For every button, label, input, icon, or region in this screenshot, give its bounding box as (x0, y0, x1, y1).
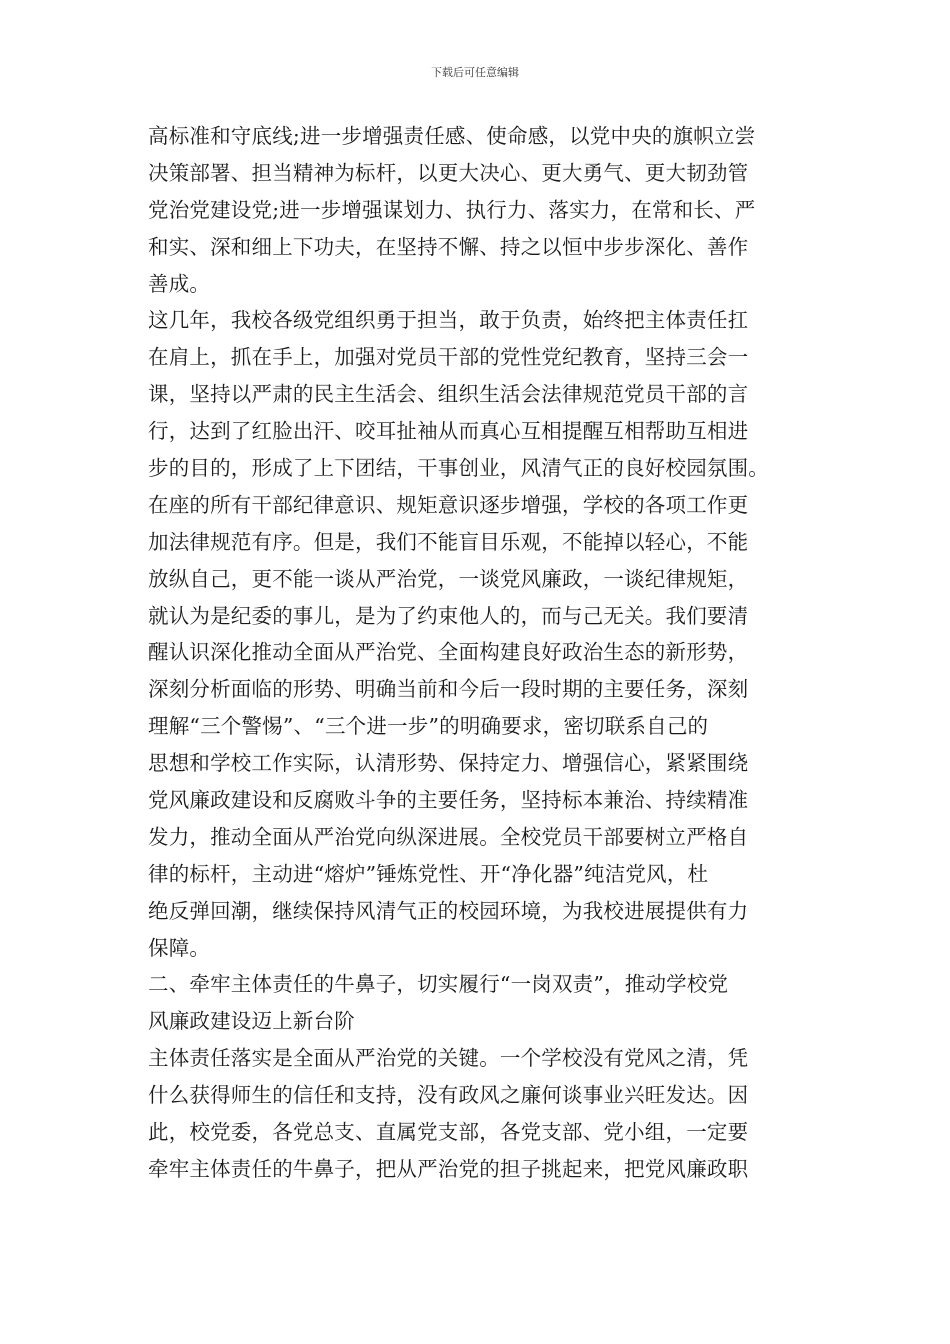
text-line: 思想和学校工作实际，认清形势、保持定力、增强信心，紧紧围绕 (148, 751, 749, 776)
text-line: 什么获得师生的信任和支持，没有政风之廉何谈事业兴旺发达。因 (148, 1083, 749, 1108)
text-line: 这几年，我校各级党组织勇于担当，敢于负责，始终把主体责任扛 (148, 308, 749, 333)
document-body (148, 118, 810, 1188)
text-line: 党治党建设党;进一步增强谋划力、执行力、落实力，在常和长、严 (148, 197, 756, 222)
text-line: 此，校党委，各党总支、直属党支部，各党支部、党小组，一定要 (148, 1120, 749, 1145)
text-line: 主体责任落实是全面从严治党的关键。一个学校没有党风之清，凭 (148, 1046, 749, 1071)
text-line: 决策部署、担当精神为标杆，以更大决心、更大勇气、更大韧劲管 (148, 160, 749, 185)
text-line: 党风廉政建设和反腐败斗争的主要任务，坚持标本兼治、持续精准 (148, 788, 749, 813)
text-line: 课，坚持以严肃的民主生活会、组织生活会法律规范党员干部的言 (148, 382, 749, 407)
text-line: 在肩上，抓在手上，加强对党员干部的党性党纪教育，坚持三会一 (148, 345, 749, 370)
text-line: 放纵自己，更不能一谈从严治党，一谈党风廉政，一谈纪律规矩， (148, 566, 749, 591)
text-line: 在座的所有干部纪律意识、规矩意识逐步增强，学校的各项工作更 (148, 492, 749, 517)
text-line: 就认为是纪委的事儿，是为了约束他人的，而与己无关。我们要清 (148, 603, 749, 628)
text-line: 理解“三个警惕”、“三个进一步”的明确要求，密切联系自己的 (148, 714, 709, 739)
text-line: 发力，推动全面从严治党向纵深进展。全校党员干部要树立严格自 (148, 824, 749, 849)
section-heading-line: 二、牵牢主体责任的牛鼻子，切实履行“一岗双责”，推动学校党 (148, 972, 729, 997)
text-line: 深刻分析面临的形势、明确当前和今后一段时期的主要任务，深刻 (148, 677, 749, 702)
text-line: 步的目的，形成了上下团结，干事创业，风清气正的良好校园氛围。 (148, 456, 769, 481)
text-line: 牵牢主体责任的牛鼻子，把从严治党的担子挑起来，把党风廉政职 (148, 1156, 749, 1181)
page-header: 下载后可任意编辑 (431, 66, 519, 79)
text-line: 和实、深和细上下功夫，在坚持不懈、持之以恒中步步深化、善作 (148, 234, 749, 259)
text-line: 醒认识深化推动全面从严治党、全面构建良好政治生态的新形势， (148, 640, 749, 665)
section-heading-line: 风廉政建设迈上新台阶 (148, 1009, 355, 1034)
text-line: 保障。 (148, 935, 211, 960)
text-line: 善成。 (148, 271, 211, 296)
text-line: 高标准和守底线;进一步增强责任感、使命感，以党中央的旗帜立尝 (148, 124, 756, 148)
text-line: 行，达到了红脸出汗、咬耳扯袖从而真心互相提醒互相帮助互相进 (148, 419, 749, 444)
text-line: 加法律规范有序。但是，我们不能盲目乐观，不能掉以轻心，不能 (148, 529, 749, 554)
text-line: 绝反弹回潮，继续保持风清气正的校园环境，为我校进展提供有力 (148, 898, 749, 923)
text-line: 律的标杆，主动进“熔炉”锤炼党性、开“净化器”纯洁党风，杜 (148, 861, 709, 886)
